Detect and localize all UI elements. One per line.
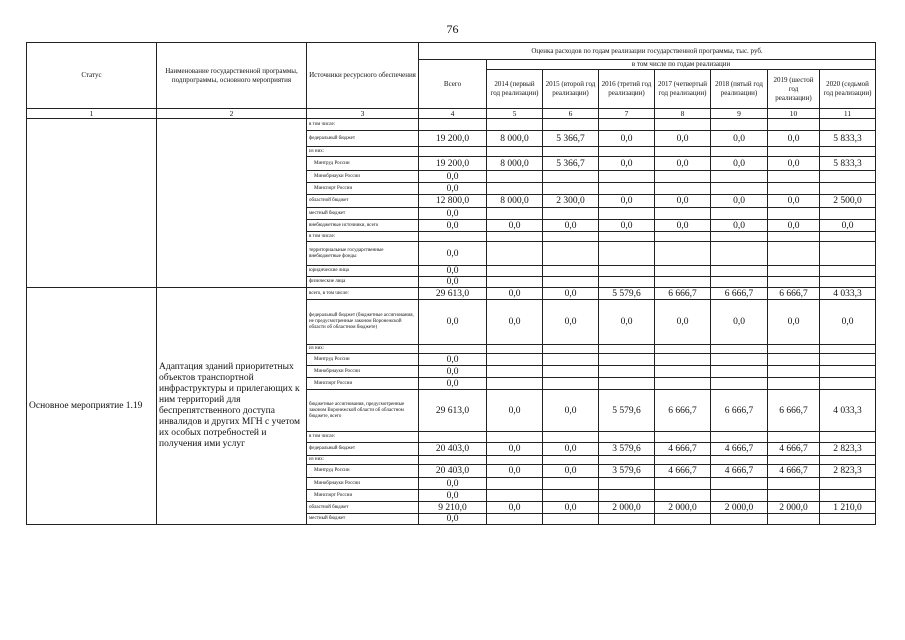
- year-value-cell: [820, 354, 876, 366]
- total-value-cell: 0,0: [419, 171, 487, 183]
- column-number: 2: [157, 109, 307, 119]
- year-value-cell: [655, 366, 711, 378]
- year-value-cell: [543, 366, 599, 378]
- status-cell: [27, 119, 157, 288]
- table-row: [27, 288, 876, 300]
- total-value-cell: 0,0: [419, 242, 487, 266]
- year-value-cell: [711, 490, 768, 502]
- source-cell: территориальные государственные внебюджетные фонды: [307, 242, 419, 266]
- year-value-cell: 4 666,7: [768, 465, 820, 478]
- total-value-cell: 29 613,0: [419, 288, 487, 300]
- source-cell: в том числе:: [307, 232, 419, 242]
- source-cell: из них:: [307, 147, 419, 157]
- source-cell: Минспорт России: [307, 378, 419, 390]
- column-number: 1: [27, 109, 157, 119]
- source-cell: в том числе:: [307, 432, 419, 443]
- year-value-cell: 0,0: [599, 131, 655, 147]
- year-value-cell: 0,0: [768, 300, 820, 345]
- year-value-cell: [820, 242, 876, 266]
- year-value-cell: 0,0: [599, 195, 655, 208]
- year-value-cell: [820, 366, 876, 378]
- year-value-cell: [543, 119, 599, 131]
- year-value-cell: [543, 208, 599, 220]
- year-value-cell: [487, 208, 543, 220]
- year-value-cell: [711, 354, 768, 366]
- year-value-cell: 2 823,3: [820, 443, 876, 456]
- source-cell: Минспорт России: [307, 490, 419, 502]
- total-value-cell: 0,0: [419, 366, 487, 378]
- year-value-cell: 0,0: [543, 502, 599, 514]
- year-value-cell: 0,0: [711, 220, 768, 232]
- year-value-cell: [655, 354, 711, 366]
- year-value-cell: 0,0: [487, 220, 543, 232]
- year-value-cell: [820, 208, 876, 220]
- year-value-cell: [711, 478, 768, 490]
- year-value-cell: [543, 232, 599, 242]
- header-year: 2014 (первый год реализации): [487, 70, 543, 109]
- year-value-cell: [768, 490, 820, 502]
- year-value-cell: 4 666,7: [711, 465, 768, 478]
- source-cell: областной бюджет: [307, 502, 419, 514]
- year-value-cell: [487, 242, 543, 266]
- source-cell: областной бюджет: [307, 195, 419, 208]
- budget-table: [26, 42, 876, 525]
- year-value-cell: [655, 345, 711, 354]
- source-cell: внебюджетные источники, всего: [307, 220, 419, 232]
- year-value-cell: 0,0: [543, 390, 599, 432]
- year-value-cell: 0,0: [655, 131, 711, 147]
- year-value-cell: [768, 208, 820, 220]
- source-cell: Минтруд России: [307, 157, 419, 171]
- total-value-cell: 20 403,0: [419, 465, 487, 478]
- year-value-cell: 0,0: [820, 300, 876, 345]
- year-value-cell: [543, 490, 599, 502]
- column-number: 11: [820, 109, 876, 119]
- year-value-cell: [543, 456, 599, 465]
- year-value-cell: [487, 514, 543, 525]
- header-year: 2016 (третий год реализации): [599, 70, 655, 109]
- year-value-cell: [543, 277, 599, 288]
- year-value-cell: 0,0: [711, 157, 768, 171]
- header-name: Наименование государственной программы, подпрограммы, основного мероприятия: [157, 43, 307, 109]
- year-value-cell: [599, 366, 655, 378]
- column-number: 9: [711, 109, 768, 119]
- year-value-cell: [655, 432, 711, 443]
- year-value-cell: [711, 366, 768, 378]
- source-cell: Минобрнауки России: [307, 171, 419, 183]
- source-cell: местный бюджет: [307, 208, 419, 220]
- year-value-cell: 2 000,0: [655, 502, 711, 514]
- total-value-cell: [419, 456, 487, 465]
- header-estimate: Оценка расходов по годам реализации государственной программы, тыс. руб.: [419, 43, 876, 60]
- year-value-cell: 4 666,7: [768, 443, 820, 456]
- total-value-cell: 0,0: [419, 266, 487, 277]
- year-value-cell: 0,0: [820, 220, 876, 232]
- year-value-cell: [655, 183, 711, 195]
- source-cell: юридические лица: [307, 266, 419, 277]
- total-value-cell: 0,0: [419, 378, 487, 390]
- year-value-cell: 0,0: [487, 465, 543, 478]
- year-value-cell: 0,0: [543, 465, 599, 478]
- year-value-cell: [487, 345, 543, 354]
- header-year: 2015 (второй год реализации): [543, 70, 599, 109]
- year-value-cell: [543, 171, 599, 183]
- year-value-cell: 0,0: [599, 220, 655, 232]
- year-value-cell: [543, 147, 599, 157]
- year-value-cell: 2 300,0: [543, 195, 599, 208]
- column-number: 8: [655, 109, 711, 119]
- year-value-cell: 0,0: [655, 300, 711, 345]
- year-value-cell: [655, 147, 711, 157]
- year-value-cell: [768, 242, 820, 266]
- year-value-cell: [820, 345, 876, 354]
- year-value-cell: [599, 119, 655, 131]
- source-cell: физические лица: [307, 277, 419, 288]
- year-value-cell: 5 833,3: [820, 131, 876, 147]
- year-value-cell: 1 210,0: [820, 502, 876, 514]
- total-value-cell: [419, 119, 487, 131]
- source-cell: Минтруд России: [307, 354, 419, 366]
- year-value-cell: 2 500,0: [820, 195, 876, 208]
- year-value-cell: [711, 242, 768, 266]
- column-number: 10: [768, 109, 820, 119]
- year-value-cell: [820, 514, 876, 525]
- page-number: 76: [446, 22, 459, 36]
- source-cell: всего, в том числе:: [307, 288, 419, 300]
- total-value-cell: [419, 345, 487, 354]
- year-value-cell: [711, 147, 768, 157]
- header-including-years: в том числе по годам реализации: [487, 60, 876, 70]
- year-value-cell: [655, 478, 711, 490]
- year-value-cell: [820, 183, 876, 195]
- year-value-cell: 0,0: [768, 220, 820, 232]
- year-value-cell: [599, 478, 655, 490]
- year-value-cell: [820, 147, 876, 157]
- total-value-cell: 0,0: [419, 354, 487, 366]
- year-value-cell: 6 666,7: [655, 288, 711, 300]
- total-value-cell: 20 403,0: [419, 443, 487, 456]
- year-value-cell: [543, 432, 599, 443]
- year-value-cell: [487, 432, 543, 443]
- year-value-cell: 8 000,0: [487, 131, 543, 147]
- source-cell: местный бюджет: [307, 514, 419, 525]
- year-value-cell: [768, 232, 820, 242]
- year-value-cell: 5 579,6: [599, 390, 655, 432]
- year-value-cell: [599, 456, 655, 465]
- year-value-cell: [543, 514, 599, 525]
- year-value-cell: [599, 432, 655, 443]
- header-year: 2017 (четвертый год реализации): [655, 70, 711, 109]
- year-value-cell: [711, 171, 768, 183]
- measure-name-cell: [157, 119, 307, 288]
- year-value-cell: [711, 432, 768, 443]
- year-value-cell: [599, 514, 655, 525]
- year-value-cell: [599, 171, 655, 183]
- total-value-cell: 0,0: [419, 300, 487, 345]
- table-row: [27, 119, 876, 131]
- year-value-cell: 2 000,0: [711, 502, 768, 514]
- header-total: Всего: [419, 60, 487, 109]
- year-value-cell: 0,0: [599, 300, 655, 345]
- year-value-cell: [487, 147, 543, 157]
- total-value-cell: [419, 232, 487, 242]
- year-value-cell: 0,0: [655, 220, 711, 232]
- source-cell: федеральный бюджет: [307, 443, 419, 456]
- year-value-cell: 6 666,7: [711, 288, 768, 300]
- year-value-cell: [768, 366, 820, 378]
- year-value-cell: 8 000,0: [487, 157, 543, 171]
- total-value-cell: 0,0: [419, 277, 487, 288]
- year-value-cell: 4 033,3: [820, 390, 876, 432]
- year-value-cell: [768, 171, 820, 183]
- year-value-cell: [543, 183, 599, 195]
- header-year: 2018 (пятый год реализации): [711, 70, 768, 109]
- year-value-cell: [820, 432, 876, 443]
- year-value-cell: 0,0: [487, 443, 543, 456]
- status-cell: Основное мероприятие 1.19: [27, 288, 157, 525]
- year-value-cell: [543, 345, 599, 354]
- year-value-cell: [768, 478, 820, 490]
- year-value-cell: [543, 266, 599, 277]
- year-value-cell: 0,0: [768, 195, 820, 208]
- year-value-cell: [599, 147, 655, 157]
- year-value-cell: [768, 354, 820, 366]
- year-value-cell: 6 666,7: [768, 288, 820, 300]
- year-value-cell: [768, 277, 820, 288]
- total-value-cell: 19 200,0: [419, 157, 487, 171]
- source-cell: федеральный бюджет: [307, 131, 419, 147]
- year-value-cell: [820, 478, 876, 490]
- year-value-cell: [655, 232, 711, 242]
- year-value-cell: [599, 378, 655, 390]
- year-value-cell: 4 033,3: [820, 288, 876, 300]
- year-value-cell: 2 000,0: [768, 502, 820, 514]
- total-value-cell: 29 613,0: [419, 390, 487, 432]
- total-value-cell: 0,0: [419, 220, 487, 232]
- year-value-cell: [655, 378, 711, 390]
- year-value-cell: [599, 208, 655, 220]
- year-value-cell: [655, 277, 711, 288]
- year-value-cell: [711, 277, 768, 288]
- year-value-cell: 2 823,3: [820, 465, 876, 478]
- year-value-cell: [655, 171, 711, 183]
- year-value-cell: [543, 378, 599, 390]
- total-value-cell: 9 210,0: [419, 502, 487, 514]
- total-value-cell: 19 200,0: [419, 131, 487, 147]
- header-year: 2020 (седьмой год реализации): [820, 70, 876, 109]
- year-value-cell: [487, 478, 543, 490]
- year-value-cell: [768, 378, 820, 390]
- year-value-cell: 6 666,7: [711, 390, 768, 432]
- year-value-cell: 4 666,7: [655, 465, 711, 478]
- year-value-cell: [543, 354, 599, 366]
- year-value-cell: [487, 119, 543, 131]
- source-cell: федеральный бюджет (бюджетные ассигнования, не предусмотренные законом Воронежской области об областном бюджете): [307, 300, 419, 345]
- column-number: 6: [543, 109, 599, 119]
- year-value-cell: 3 579,6: [599, 465, 655, 478]
- year-value-cell: [711, 378, 768, 390]
- year-value-cell: [711, 232, 768, 242]
- year-value-cell: [487, 354, 543, 366]
- year-value-cell: 0,0: [711, 195, 768, 208]
- source-cell: из них:: [307, 456, 419, 465]
- year-value-cell: [711, 119, 768, 131]
- year-value-cell: [820, 266, 876, 277]
- total-value-cell: [419, 147, 487, 157]
- year-value-cell: [543, 242, 599, 266]
- year-value-cell: [768, 514, 820, 525]
- year-value-cell: 0,0: [543, 300, 599, 345]
- year-value-cell: [820, 490, 876, 502]
- year-value-cell: 0,0: [768, 131, 820, 147]
- year-value-cell: 5 366,7: [543, 157, 599, 171]
- header-year: 2019 (шестой год реализации): [768, 70, 820, 109]
- year-value-cell: [599, 354, 655, 366]
- year-value-cell: [768, 345, 820, 354]
- year-value-cell: [599, 232, 655, 242]
- year-value-cell: [711, 514, 768, 525]
- year-value-cell: 0,0: [768, 157, 820, 171]
- year-value-cell: [599, 490, 655, 502]
- year-value-cell: 0,0: [487, 390, 543, 432]
- year-value-cell: [599, 242, 655, 266]
- year-value-cell: 6 666,7: [655, 390, 711, 432]
- source-cell: Минтруд России: [307, 465, 419, 478]
- year-value-cell: 2 000,0: [599, 502, 655, 514]
- year-value-cell: 0,0: [487, 300, 543, 345]
- year-value-cell: [487, 366, 543, 378]
- year-value-cell: [711, 208, 768, 220]
- year-value-cell: [768, 147, 820, 157]
- year-value-cell: 0,0: [711, 131, 768, 147]
- year-value-cell: [768, 183, 820, 195]
- year-value-cell: [655, 119, 711, 131]
- year-value-cell: 0,0: [711, 300, 768, 345]
- year-value-cell: 8 000,0: [487, 195, 543, 208]
- year-value-cell: 5 833,3: [820, 157, 876, 171]
- source-cell: в том числе:: [307, 119, 419, 131]
- year-value-cell: 0,0: [487, 288, 543, 300]
- year-value-cell: 0,0: [655, 157, 711, 171]
- year-value-cell: [820, 171, 876, 183]
- year-value-cell: 0,0: [599, 157, 655, 171]
- year-value-cell: [820, 277, 876, 288]
- year-value-cell: 5 366,7: [543, 131, 599, 147]
- year-value-cell: [655, 456, 711, 465]
- year-value-cell: [655, 242, 711, 266]
- column-number: 5: [487, 109, 543, 119]
- year-value-cell: [599, 266, 655, 277]
- source-cell: Минобрнауки России: [307, 366, 419, 378]
- year-value-cell: [599, 345, 655, 354]
- total-value-cell: 0,0: [419, 208, 487, 220]
- year-value-cell: [820, 378, 876, 390]
- year-value-cell: [487, 378, 543, 390]
- year-value-cell: [487, 266, 543, 277]
- year-value-cell: [655, 208, 711, 220]
- year-value-cell: [768, 432, 820, 443]
- year-value-cell: 0,0: [487, 502, 543, 514]
- total-value-cell: 0,0: [419, 478, 487, 490]
- measure-name-cell: Адаптация зданий приоритетных объектов транспортной инфраструктуры и прилегающих к ним территорий для беспрепятственного доступа инвалидов и других МГН с учетом их особых потребностей и получения ими услуг: [157, 288, 307, 525]
- source-cell: из них:: [307, 345, 419, 354]
- year-value-cell: [487, 490, 543, 502]
- source-cell: Минобрнауки России: [307, 478, 419, 490]
- column-number: 3: [307, 109, 419, 119]
- year-value-cell: 0,0: [543, 220, 599, 232]
- total-value-cell: 0,0: [419, 490, 487, 502]
- year-value-cell: [768, 119, 820, 131]
- total-value-cell: [419, 432, 487, 443]
- year-value-cell: [655, 266, 711, 277]
- year-value-cell: [655, 490, 711, 502]
- year-value-cell: [768, 266, 820, 277]
- year-value-cell: [487, 232, 543, 242]
- column-number: 4: [419, 109, 487, 119]
- year-value-cell: 0,0: [543, 443, 599, 456]
- year-value-cell: [820, 119, 876, 131]
- source-cell: бюджетные ассигнования, предусмотренные законом Воронежской области об областном бюджете, всего: [307, 390, 419, 432]
- year-value-cell: [487, 277, 543, 288]
- year-value-cell: [711, 456, 768, 465]
- year-value-cell: 6 666,7: [768, 390, 820, 432]
- year-value-cell: [487, 456, 543, 465]
- year-value-cell: [711, 345, 768, 354]
- header-status: Статус: [27, 43, 157, 109]
- year-value-cell: 3 579,6: [599, 443, 655, 456]
- column-number: 7: [599, 109, 655, 119]
- year-value-cell: [820, 232, 876, 242]
- year-value-cell: [711, 266, 768, 277]
- year-value-cell: [487, 183, 543, 195]
- year-value-cell: 4 666,7: [711, 443, 768, 456]
- year-value-cell: [768, 456, 820, 465]
- year-value-cell: 0,0: [655, 195, 711, 208]
- year-value-cell: [599, 277, 655, 288]
- source-cell: Минспорт России: [307, 183, 419, 195]
- total-value-cell: 12 800,0: [419, 195, 487, 208]
- year-value-cell: [487, 171, 543, 183]
- year-value-cell: [655, 514, 711, 525]
- year-value-cell: [543, 478, 599, 490]
- year-value-cell: 0,0: [543, 288, 599, 300]
- year-value-cell: 5 579,6: [599, 288, 655, 300]
- year-value-cell: [599, 183, 655, 195]
- year-value-cell: 4 666,7: [655, 443, 711, 456]
- year-value-cell: [820, 456, 876, 465]
- total-value-cell: 0,0: [419, 183, 487, 195]
- year-value-cell: [711, 183, 768, 195]
- total-value-cell: 0,0: [419, 514, 487, 525]
- header-sources: Источники ресурсного обеспечения: [307, 43, 419, 109]
